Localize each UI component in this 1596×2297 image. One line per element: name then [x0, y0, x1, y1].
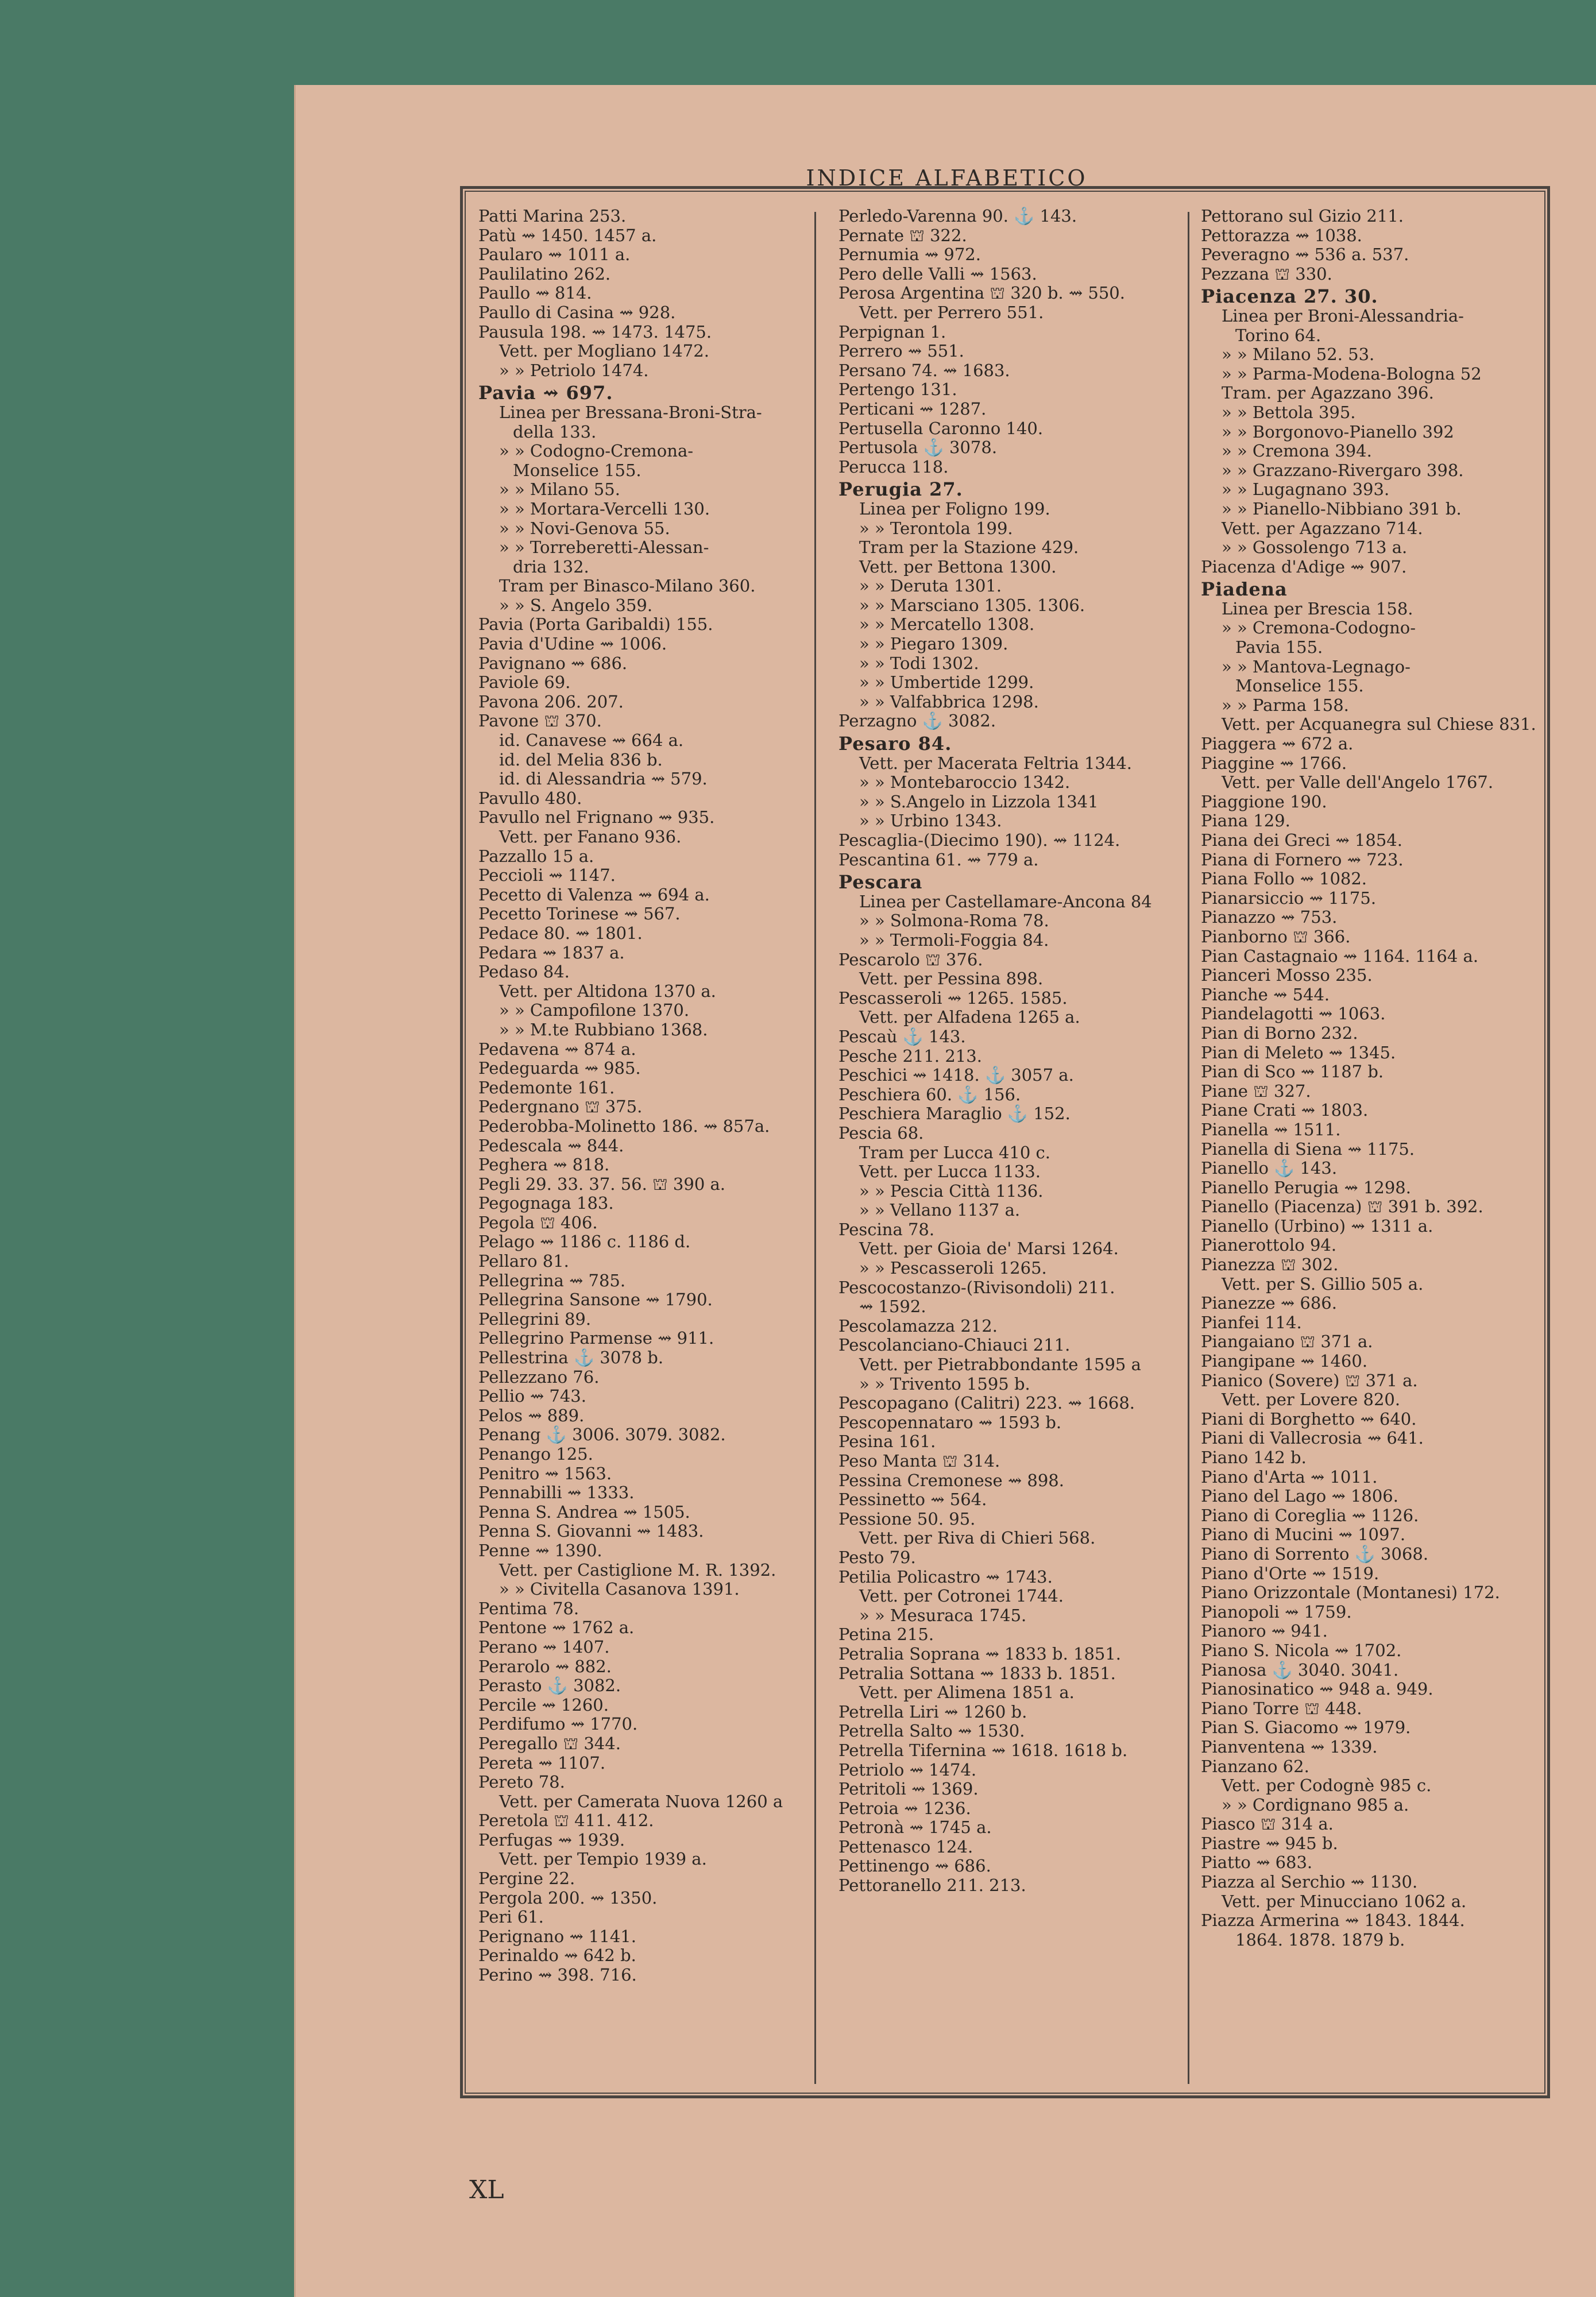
index-entry: Pazzallo 15 a. [478, 846, 594, 866]
index-entry: Pettoranello 211. 213. [838, 1876, 1026, 1896]
index-entry: Vett. per S. Gillio 505 a. [1222, 1274, 1424, 1294]
index-entry: Pellegrino Parmense ⇝ 911. [478, 1329, 714, 1348]
index-entry: Peschiera 60. ⚓ 156. [838, 1085, 1021, 1104]
index-entry: Perledo-Varenna 90. ⚓ 143. [838, 207, 1077, 226]
index-entry: Pesto 79. [838, 1548, 916, 1567]
index-entry: Pellegrina Sansone ⇝ 1790. [478, 1290, 713, 1310]
index-entry: Pescopennataro ⇝ 1593 b. [838, 1413, 1062, 1432]
index-entry: Pianzano 62. [1201, 1757, 1309, 1776]
index-heading: Perugia 27. [838, 480, 963, 500]
index-entry: Monselice 155. [513, 461, 642, 480]
index-entry: Piano d'Orte ⇝ 1519. [1201, 1564, 1379, 1583]
index-entry: id. Canavese ⇝ 664 a. [499, 731, 684, 751]
index-entry: » » Solmona-Roma 78. [859, 911, 1049, 931]
index-entry: Penne ⇝ 1390. [478, 1541, 602, 1560]
index-entry: » » Parma-Modena-Bologna 52 [1222, 364, 1482, 384]
index-entry: Pereta ⇝ 1107. [478, 1753, 606, 1773]
index-entry: Vett. per Lovere 820. [1222, 1390, 1401, 1410]
index-entry: Pellezzano 76. [478, 1367, 600, 1387]
index-entry: » » Bettola 395. [1222, 403, 1356, 422]
index-entry: Peso Manta ⛫ 314. [838, 1452, 1000, 1471]
index-entry: id. di Alessandria ⇝ 579. [499, 769, 708, 789]
index-entry: Piana dei Greci ⇝ 1854. [1201, 831, 1402, 850]
index-entry: » » Grazzano-Rivergaro 398. [1222, 461, 1464, 480]
index-entry: Peccioli ⇝ 1147. [478, 866, 616, 885]
index-entry: Pettorazza ⇝ 1038. [1201, 226, 1362, 245]
index-entry: » » Novi-Genova 55. [499, 519, 670, 538]
index-entry: Monselice 155. [1235, 676, 1364, 696]
index-entry: Pianazzo ⇝ 753. [1201, 908, 1338, 927]
index-entry: » » Termoli-Foggia 84. [859, 930, 1049, 950]
index-entry: Paviole 69. [478, 673, 571, 693]
index-entry: Pavia (Porta Garibaldi) 155. [478, 615, 713, 635]
index-entry: Tram per Lucca 410 c. [859, 1143, 1050, 1162]
index-entry: Piano Torre ⛫ 448. [1201, 1699, 1362, 1718]
index-entry: Pianarsiccio ⇝ 1175. [1201, 888, 1377, 908]
index-entry: Pernumia ⇝ 972. [838, 245, 981, 265]
index-entry: Pescia 68. [838, 1123, 924, 1143]
index-entry: Vett. per Pessina 898. [859, 969, 1044, 989]
index-entry: Pertusola ⚓ 3078. [838, 438, 998, 458]
index-entry: Pianello (Urbino) ⇝ 1311 a. [1201, 1216, 1433, 1236]
index-entry: Piano S. Nicola ⇝ 1702. [1201, 1641, 1402, 1660]
index-entry: » » Civitella Casanova 1391. [499, 1580, 740, 1599]
index-entry: Pennabilli ⇝ 1333. [478, 1483, 635, 1503]
page-number: XL [469, 2175, 504, 2205]
index-entry: Perpignan 1. [838, 322, 946, 342]
index-entry: Peveragno ⇝ 536 a. 537. [1201, 245, 1409, 265]
index-heading: Pesaro 84. [838, 734, 952, 754]
index-entry: Pescasseroli ⇝ 1265. 1585. [838, 988, 1068, 1008]
index-entry: Perticani ⇝ 1287. [838, 399, 987, 419]
index-entry: Piaggera ⇝ 672 a. [1201, 734, 1354, 754]
index-entry: Vett. per Altidona 1370 a. [499, 981, 716, 1001]
index-entry: Pianosinatico ⇝ 948 a. 949. [1201, 1680, 1433, 1699]
index-entry: » » S. Angelo 359. [499, 595, 653, 615]
index-entry: » » Cremona-Codogno- [1222, 618, 1416, 638]
index-entry: Pettinengo ⇝ 686. [838, 1857, 991, 1876]
index-entry: Peregallo ⛫ 344. [478, 1734, 621, 1753]
index-entry: Perasto ⚓ 3082. [478, 1676, 621, 1696]
index-entry: Linea per Broni-Alessandria- [1222, 306, 1464, 326]
index-entry: Pian di Sco ⇝ 1187 b. [1201, 1062, 1384, 1082]
index-entry: Vett. per Minucciano 1062 a. [1222, 1892, 1467, 1911]
index-entry: Pedergnano ⛫ 375. [478, 1097, 643, 1117]
index-entry: Perfugas ⇝ 1939. [478, 1830, 625, 1850]
index-entry: Tram per Binasco-Milano 360. [499, 577, 756, 596]
index-heading: Pavia ⇝ 697. [478, 384, 613, 403]
index-column-2 [838, 207, 1177, 1896]
index-entry: Pavone ⛫ 370. [478, 711, 602, 731]
index-entry: Pecetto di Valenza ⇝ 694 a. [478, 885, 710, 904]
index-entry: Tram. per Agazzano 396. [1222, 384, 1434, 403]
index-entry: Pianello Perugia ⇝ 1298. [1201, 1178, 1411, 1197]
index-entry: Pederobba-Molinetto 186. ⇝ 857a. [478, 1116, 770, 1136]
index-column-3 [1201, 207, 1540, 1950]
index-entry: » » Terontola 199. [859, 519, 1013, 538]
index-entry: Pianella di Siena ⇝ 1175. [1201, 1139, 1415, 1159]
index-entry: Piane Crati ⇝ 1803. [1201, 1101, 1369, 1120]
index-entry: Pavullo 480. [478, 788, 582, 808]
index-entry: Pedace 80. ⇝ 1801. [478, 923, 643, 943]
index-entry: Pianello ⚓ 143. [1201, 1159, 1338, 1178]
index-entry: Piasco ⛫ 314 a. [1201, 1815, 1334, 1834]
index-entry: Piandelagotti ⇝ 1063. [1201, 1004, 1386, 1024]
index-entry: Vett. per Bettona 1300. [859, 557, 1057, 577]
index-entry: Petrella Liri ⇝ 1260 b. [838, 1702, 1027, 1722]
index-entry: » » Lugagnano 393. [1222, 480, 1390, 500]
index-entry: Paulilatino 262. [478, 264, 611, 284]
index-entry: » » Milano 55. [499, 480, 620, 500]
index-entry: Pianella ⇝ 1511. [1201, 1120, 1341, 1139]
index-entry: Perano ⇝ 1407. [478, 1637, 610, 1657]
index-entry: Perosa Argentina ⛫ 320 b. ⇝ 550. [838, 284, 1125, 303]
index-entry: Pianceri Mosso 235. [1201, 966, 1373, 985]
index-entry: Paularo ⇝ 1011 a. [478, 245, 631, 265]
index-entry: Pecetto Torinese ⇝ 567. [478, 904, 681, 924]
index-entry: » » Deruta 1301. [859, 577, 1002, 596]
index-entry: Pianborno ⛫ 366. [1201, 927, 1351, 946]
index-entry: Peghera ⇝ 818. [478, 1155, 610, 1175]
index-entry: Peschiera Maraglio ⚓ 152. [838, 1104, 1071, 1124]
index-entry: Pavullo nel Frignano ⇝ 935. [478, 808, 715, 827]
index-entry: Piano di Mucini ⇝ 1097. [1201, 1525, 1406, 1545]
index-entry: » » Mantova-Legnago- [1222, 657, 1410, 676]
index-entry: Piano di Sorrento ⚓ 3068. [1201, 1544, 1429, 1564]
index-entry: » » Codogno-Cremona- [499, 442, 694, 461]
index-entry: Pianopoli ⇝ 1759. [1201, 1602, 1352, 1622]
index-entry: Linea per Castellamare-Ancona 84 [859, 892, 1152, 911]
index-column-1 [478, 207, 817, 1985]
index-entry: Vett. per Acquanegra sul Chiese 831. [1222, 715, 1536, 734]
index-entry: Pertusella Caronno 140. [838, 419, 1044, 438]
index-entry: Vett. per Mogliano 1472. [499, 342, 709, 361]
index-entry: » » M.te Rubbiano 1368. [499, 1020, 708, 1039]
index-entry: » » Pianello-Nibbiano 391 b. [1222, 499, 1462, 519]
index-entry: » » S.Angelo in Lizzola 1341 [859, 792, 1099, 811]
index-entry: Pianerottolo 94. [1201, 1236, 1337, 1255]
index-entry: Pellegrini 89. [478, 1309, 592, 1329]
index-entry: Pedemonte 161. [478, 1078, 615, 1097]
index-entry: Pianche ⇝ 544. [1201, 985, 1330, 1004]
index-entry: Pian S. Giacomo ⇝ 1979. [1201, 1718, 1411, 1738]
index-entry: Pedaso 84. [478, 962, 570, 982]
index-entry: Pian Castagnaio ⇝ 1164. 1164 a. [1201, 946, 1479, 966]
index-entry: Paullo ⇝ 814. [478, 284, 592, 303]
index-entry: Petrella Salto ⇝ 1530. [838, 1722, 1025, 1741]
index-entry: Peretola ⛫ 411. 412. [478, 1811, 654, 1831]
index-entry: Pavia d'Udine ⇝ 1006. [478, 635, 667, 654]
index-entry: Piano 142 b. [1201, 1448, 1307, 1467]
index-entry: Pernate ⛫ 322. [838, 226, 967, 245]
index-entry: Piatto ⇝ 683. [1201, 1853, 1313, 1873]
index-entry: Pescolanciano-Chiauci 211. [838, 1336, 1071, 1355]
index-entry: Vett. per Gioia de' Marsi 1264. [859, 1239, 1119, 1259]
index-entry: Penango 125. [478, 1445, 593, 1464]
index-entry: Pellaro 81. [478, 1252, 569, 1271]
index-entry: Perzagno ⚓ 3082. [838, 711, 996, 731]
index-entry: Pettenasco 124. [838, 1837, 973, 1857]
index-entry: Vett. per Castiglione M. R. 1392. [499, 1560, 776, 1580]
index-entry: Piaggine ⇝ 1766. [1201, 753, 1347, 773]
index-entry: » » Piegaro 1309. [859, 635, 1008, 654]
index-entry: Pescopagano (Calitri) 223. ⇝ 1668. [838, 1394, 1135, 1413]
index-entry: Vett. per Camerata Nuova 1260 a [499, 1792, 783, 1811]
index-entry: Vett. per Lucca 1133. [859, 1162, 1041, 1182]
index-entry: Piano del Lago ⇝ 1806. [1201, 1487, 1398, 1506]
index-entry: Pertengo 131. [838, 380, 957, 400]
index-entry: Pesche 211. 213. [838, 1046, 982, 1066]
index-entry: Torino 64. [1235, 326, 1321, 345]
index-entry: » » Mortara-Vercelli 130. [499, 499, 710, 519]
index-entry: Piane ⛫ 327. [1201, 1081, 1311, 1101]
index-entry: Pentone ⇝ 1762 a. [478, 1618, 635, 1638]
index-entry: Pergine 22. [478, 1869, 575, 1889]
index-entry: Piano Orizzontale (Montanesi) 172. [1201, 1583, 1500, 1603]
index-entry: Pian di Meleto ⇝ 1345. [1201, 1043, 1396, 1062]
index-entry: Linea per Brescia 158. [1222, 599, 1413, 618]
index-entry: Pianezze ⇝ 686. [1201, 1294, 1337, 1313]
index-entry: della 133. [513, 422, 597, 442]
index-entry: Piana Follo ⇝ 1082. [1201, 869, 1367, 889]
index-entry: Petritoli ⇝ 1369. [838, 1780, 979, 1799]
index-entry: Linea per Foligno 199. [859, 499, 1050, 519]
index-entry: Piana di Fornero ⇝ 723. [1201, 850, 1404, 869]
index-entry: Pegognaga 183. [478, 1194, 614, 1213]
index-entry: Pianello (Piacenza) ⛫ 391 b. 392. [1201, 1197, 1483, 1217]
index-entry: » » Pescasseroli 1265. [859, 1259, 1047, 1278]
index-entry: Piani di Borghetto ⇝ 640. [1201, 1409, 1417, 1429]
index-entry: Petina 215. [838, 1625, 934, 1645]
index-entry: » » Parma 158. [1222, 695, 1349, 715]
index-entry: Pedara ⇝ 1837 a. [478, 943, 625, 962]
index-entry: » » Gossolengo 713 a. [1222, 538, 1408, 558]
index-entry: » » Valfabbrica 1298. [859, 692, 1039, 711]
index-entry: Vett. per Alimena 1851 a. [859, 1683, 1075, 1703]
index-entry: Piangipane ⇝ 1460. [1201, 1352, 1368, 1371]
index-entry: » » Umbertide 1299. [859, 673, 1034, 693]
index-heading: Piadena [1201, 580, 1288, 600]
index-entry: Pessione 50. 95. [838, 1509, 976, 1529]
index-entry: Pelago ⇝ 1186 c. 1186 d. [478, 1232, 691, 1252]
index-entry: 1864. 1878. 1879 b. [1235, 1930, 1405, 1950]
index-entry: Vett. per Riva di Chieri 568. [859, 1529, 1096, 1548]
index-entry: Perdifumo ⇝ 1770. [478, 1715, 638, 1734]
index-entry: Piastre ⇝ 945 b. [1201, 1834, 1338, 1853]
index-entry: Vett. per Macerata Feltria 1344. [859, 753, 1132, 773]
index-entry: Peri 61. [478, 1908, 544, 1927]
index-entry: Perarolo ⇝ 882. [478, 1657, 612, 1676]
index-entry: Patti Marina 253. [478, 207, 627, 226]
index-entry: Pianico (Sovere) ⛫ 371 a. [1201, 1371, 1418, 1390]
index-heading: Piacenza 27. 30. [1201, 287, 1378, 307]
index-entry: » » Cremona 394. [1222, 442, 1372, 461]
index-entry: Petilia Policastro ⇝ 1743. [838, 1567, 1053, 1587]
index-entry: Piano d'Arta ⇝ 1011. [1201, 1467, 1378, 1487]
index-entry: Pavona 206. 207. [478, 692, 624, 711]
index-entry: Linea per Bressana-Broni-Stra- [499, 403, 762, 422]
index-entry: Pedeguarda ⇝ 985. [478, 1059, 641, 1078]
index-entry: Piaggione 190. [1201, 792, 1327, 811]
index-entry: Pianoro ⇝ 941. [1201, 1622, 1328, 1641]
index-entry: » » Cordignano 985 a. [1222, 1795, 1409, 1815]
index-entry: Pergola 200. ⇝ 1350. [478, 1888, 658, 1908]
index-entry: Penna S. Andrea ⇝ 1505. [478, 1502, 690, 1522]
index-entry: Perino ⇝ 398. 716. [478, 1966, 637, 1985]
index-entry: » » Mesuraca 1745. [859, 1606, 1027, 1625]
index-entry: » » Urbino 1343. [859, 811, 1002, 831]
index-entry: Pescantina 61. ⇝ 779 a. [838, 850, 1039, 869]
index-entry: Pescaù ⚓ 143. [838, 1027, 966, 1046]
page-header: INDICE ALFABETICO [806, 165, 1088, 191]
index-entry: Vett. per Valle dell'Angelo 1767. [1222, 773, 1494, 792]
index-entry: Vett. per Alfadena 1265 a. [859, 1008, 1080, 1027]
index-entry: Penna S. Giovanni ⇝ 1483. [478, 1522, 704, 1541]
index-entry: Pedavena ⇝ 874 a. [478, 1039, 636, 1059]
index-entry: Petroia ⇝ 1236. [838, 1799, 971, 1818]
index-entry: Pellio ⇝ 743. [478, 1387, 586, 1406]
index-entry: Petrella Tifernina ⇝ 1618. 1618 b. [838, 1741, 1128, 1760]
index-entry: Pero delle Valli ⇝ 1563. [838, 264, 1037, 284]
index-entry: » » Todi 1302. [859, 653, 979, 673]
index-entry: Pausula 198. ⇝ 1473. 1475. [478, 322, 712, 342]
index-entry: Piazza Armerina ⇝ 1843. 1844. [1201, 1911, 1465, 1931]
index-entry: dria 132. [513, 557, 589, 577]
index-entry: Paullo di Casina ⇝ 928. [478, 303, 676, 322]
index-entry: Pentima 78. [478, 1599, 579, 1618]
index-entry: Patù ⇝ 1450. 1457 a. [478, 226, 657, 245]
index-entry: Pianosa ⚓ 3040. 3041. [1201, 1660, 1399, 1680]
index-entry: Piani di Vallecrosia ⇝ 641. [1201, 1429, 1424, 1448]
index-entry: Vett. per Perrero 551. [859, 303, 1044, 322]
index-entry: Piangaiano ⛫ 371 a. [1201, 1332, 1373, 1352]
index-entry: Pellegrina ⇝ 785. [478, 1271, 626, 1290]
index-entry: Percile ⇝ 1260. [478, 1695, 609, 1715]
index-entry: » » Torreberetti-Alessan- [499, 538, 709, 558]
index-entry: Pescocostanzo-(Rivisondoli) 211. [838, 1278, 1115, 1297]
index-entry: Pezzana ⛫ 330. [1201, 264, 1332, 284]
index-entry: Perinaldo ⇝ 642 b. [478, 1946, 636, 1966]
index-entry: » » Mercatello 1308. [859, 615, 1035, 635]
index-entry: Pettorano sul Gizio 211. [1201, 207, 1404, 226]
index-entry: Pavignano ⇝ 686. [478, 653, 628, 673]
index-entry: Vett. per Tempio 1939 a. [499, 1850, 707, 1869]
index-entry: Petronà ⇝ 1745 a. [838, 1818, 992, 1838]
index-entry: Pelos ⇝ 889. [478, 1406, 585, 1425]
index-entry: » » Montebaroccio 1342. [859, 773, 1071, 792]
index-entry: Pianezza ⛫ 302. [1201, 1255, 1339, 1275]
index-entry: Vett. per Codognè 985 c. [1222, 1776, 1432, 1796]
index-entry: Pegola ⛫ 406. [478, 1213, 598, 1232]
index-entry: Pescina 78. [838, 1220, 935, 1239]
index-entry: Perignano ⇝ 1141. [478, 1927, 636, 1946]
index-heading: Pescara [838, 873, 923, 892]
index-entry: Penitro ⇝ 1563. [478, 1464, 612, 1483]
index-entry: Pianfei 114. [1201, 1313, 1302, 1332]
index-entry: Pereto 78. [478, 1773, 565, 1792]
index-entry: » » Trivento 1595 b. [859, 1374, 1030, 1394]
index-entry: » » Campofilone 1370. [499, 1001, 690, 1020]
index-entry: Pedescala ⇝ 844. [478, 1136, 624, 1155]
index-entry: Vett. per Cotronei 1744. [859, 1587, 1064, 1606]
index-entry: Pavia 155. [1235, 638, 1323, 658]
index-entry: Persano 74. ⇝ 1683. [838, 361, 1010, 380]
index-entry: Pianventena ⇝ 1339. [1201, 1737, 1378, 1757]
index-entry: » » Marsciano 1305. 1306. [859, 595, 1085, 615]
index-entry: » » Milano 52. 53. [1222, 345, 1375, 365]
index-entry: Pegli 29. 33. 37. 56. ⛫ 390 a. [478, 1174, 726, 1194]
index-entry: Pescaglia-(Diecimo 190). ⇝ 1124. [838, 831, 1120, 850]
index-entry: Piazza al Serchio ⇝ 1130. [1201, 1873, 1418, 1892]
index-entry: Vett. per Fanano 936. [499, 827, 682, 846]
index-entry: Perrero ⇝ 551. [838, 342, 964, 361]
index-entry: Peschici ⇝ 1418. ⚓ 3057 a. [838, 1066, 1074, 1085]
index-entry: Petriolo ⇝ 1474. [838, 1760, 977, 1780]
index-entry: Piana 129. [1201, 811, 1290, 831]
index-entry: Perucca 118. [838, 457, 949, 477]
index-entry: Penang ⚓ 3006. 3079. 3082. [478, 1425, 726, 1445]
index-entry: » » Vellano 1137 a. [859, 1201, 1021, 1220]
index-entry: » » Borgonovo-Pianello 392 [1222, 422, 1454, 442]
index-entry: Pian di Borno 232. [1201, 1023, 1358, 1043]
book-page [294, 85, 1596, 2297]
index-entry: Tram per la Stazione 429. [859, 538, 1079, 558]
index-entry: Vett. per Agazzano 714. [1222, 519, 1423, 538]
index-entry: Pessina Cremonese ⇝ 898. [838, 1471, 1064, 1490]
column-separator [1188, 212, 1189, 2084]
index-entry: Petralia Sottana ⇝ 1833 b. 1851. [838, 1664, 1116, 1683]
index-entry: id. del Melia 836 b. [499, 750, 663, 769]
index-entry: Pessinetto ⇝ 564. [838, 1490, 987, 1510]
index-entry: Vett. per Pietrabbondante 1595 a [859, 1355, 1141, 1375]
index-entry: Pellestrina ⚓ 3078 b. [478, 1348, 664, 1368]
index-entry: Petralia Soprana ⇝ 1833 b. 1851. [838, 1644, 1122, 1664]
index-entry: » » Petriolo 1474. [499, 361, 649, 380]
index-entry: Piacenza d'Adige ⇝ 907. [1201, 557, 1407, 577]
index-entry: Piano di Coreglia ⇝ 1126. [1201, 1506, 1419, 1525]
index-entry: Pescolamazza 212. [838, 1316, 998, 1336]
index-entry: » » Pescia Città 1136. [859, 1181, 1044, 1201]
index-entry: ⇝ 1592. [859, 1297, 926, 1317]
index-entry: Pescarolo ⛫ 376. [838, 950, 983, 969]
index-entry: Pesina 161. [838, 1432, 936, 1452]
